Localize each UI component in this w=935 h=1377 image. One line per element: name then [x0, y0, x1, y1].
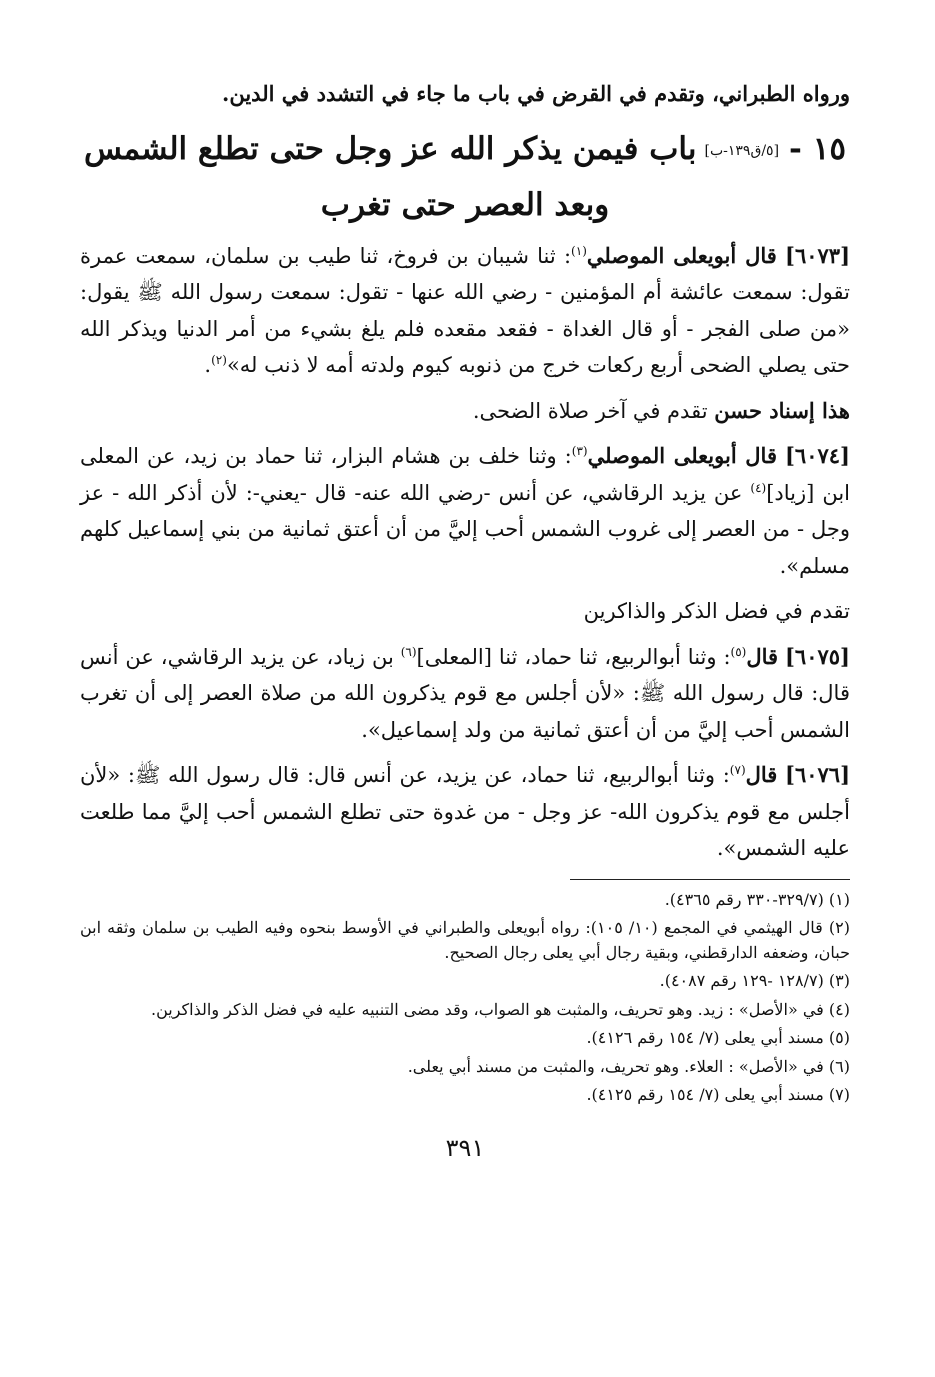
- footnote-7: (٧) مسند أبي يعلى (٧/ ١٥٤ رقم ٤١٢٥).: [586, 1085, 850, 1104]
- hadith-text-1: : وثنا خلف بن هشام البزار، ثنا حماد بن زيد، عن المعلى ابن [زياد]: [80, 444, 850, 505]
- intro-paragraph: [80, 76, 850, 113]
- hadith-text: : وثنا أبوالربيع، ثنا حماد، عن يزيد، عن أنس قال: قال رسول الله ﷺ: «لأن أجلس مع قوم يذكرون الله- عز وجل - من غدوة حتى تطلع الشمس أحب إليَّ مما طلعت عليه الشمس».: [80, 763, 850, 860]
- hadith-id: [٦٠٧٥]: [784, 643, 850, 669]
- page-body: [80, 76, 850, 1162]
- footnote-3: (٣) (١٢٨/٧ -١٢٩ رقم ٤٠٨٧).: [659, 971, 850, 990]
- footnote-2: (٢) قال الهيثمي في المجمع (١٠/ ١٠٥): رواه أبويعلى والطبراني في الأوسط بنحوه وفيه الطيب بن سلمان وثقه ابن حبان، وضعفه الدارقطني، وبقية رجال أبي يعلى رجال الصحيح.: [80, 918, 851, 962]
- footnote-6: (٦) في «الأصل» : العلاء. وهو تحريف، والمثبت من مسند أبي يعلى.: [407, 1056, 850, 1076]
- note-text: تقدم في فضل الذكر والذاكرين: [583, 599, 850, 623]
- narrator-lead: قال: [746, 643, 779, 669]
- hadith-6075: [80, 639, 850, 749]
- note-text: تقدم في آخر صلاة الضحى.: [472, 398, 715, 423]
- footnote-ref[interactable]: (٥): [730, 644, 747, 659]
- hadith-6076: [80, 757, 850, 867]
- chapter-number: ١٥ -: [789, 130, 847, 167]
- hadith-6074: [80, 438, 850, 584]
- note-6073: [80, 393, 850, 430]
- chapter-title-line1: باب فيمن يذكر الله عز وجل حتى تطلع الشمس: [83, 130, 697, 167]
- hadith-id: [٦٠٧٣]: [785, 242, 850, 268]
- narrator-lead: قال أبويعلى الموصلي: [587, 443, 777, 468]
- hadith-end: .: [204, 353, 212, 377]
- footnote-ref[interactable]: (٦): [400, 644, 417, 659]
- narrator-lead: قال أبويعلى الموصلي: [586, 242, 777, 268]
- hadith-id: [٦٠٧٦]: [785, 762, 850, 787]
- footnote-ref[interactable]: (٣): [571, 444, 588, 458]
- footnote-1: (١) (٣٢٩/٧-٣٣٠ رقم ٤٣٦٥).: [664, 889, 850, 909]
- footnote-divider: [570, 879, 850, 880]
- chapter-title-line2: وبعد العصر حتى تغرب: [320, 186, 610, 223]
- hadith-text-2: عن يزيد الرقاشي، عن أنس -رضي الله عنه- قال -يعني-: لأن أذكر الله - عز وجل - من العصر إلى غروب الشمس أحب إليَّ من أن أعتق ثمانية من بني إسماعيل كلهم مسلم».: [80, 480, 850, 578]
- footnote-5: (٥) مسند أبي يعلى (٧/ ١٥٤ رقم ٤١٢٦).: [586, 1028, 850, 1047]
- intro-text: ورواه الطبراني، وتقدم في القرض في باب ما جاء في التشدد في الدين.: [222, 81, 850, 106]
- footnote-ref[interactable]: (٧): [729, 763, 746, 777]
- note-lead: هذا إسناد حسن: [714, 397, 850, 423]
- narrator-lead: قال: [745, 762, 778, 787]
- manuscript-ref: [٥/ق١٣٩-ب]: [704, 142, 780, 159]
- hadith-text-1: : وثنا أبوالربيع، ثنا حماد، ثنا [المعلى]: [416, 644, 731, 669]
- note-6074: [80, 593, 850, 630]
- hadith-text: : ثنا شيبان بن فروخ، ثنا طيب بن سلمان، سمعت عمرة تقول: سمعت عائشة أم المؤمنين - رضي الله عنها - تقول: سمعت رسول الله ﷺ يقول: «من صلى الفجر - أو قال الغداة - فقعد مقعده فلم يلغ بشيء من أمر الدنيا ويذكر الله حتى يصلي الضحى أربع ركعات خرج من ذنوبه كيوم ولدته أمه لا ذنب له»: [80, 243, 850, 377]
- chapter-heading: [80, 122, 850, 232]
- footnote-ref[interactable]: (٤): [750, 480, 767, 495]
- footnote-4: (٤) في «الأصل» : زيد. وهو تحريف، والمثبت هو الصواب، وقد مضى التنبيه عليه في فضل الذكر والذاكرين.: [150, 999, 850, 1019]
- page-number: ٣٩١: [445, 1133, 485, 1162]
- footnotes: [80, 888, 850, 1108]
- footnote-ref[interactable]: (٢): [211, 353, 227, 367]
- hadith-text-2: بن زياد، عن يزيد الرقاشي، عن أنس قال: قال رسول الله ﷺ: «لأن أجلس مع قوم يذكرون الله من صلاة العصر إلى أن تغرب الشمس أحب إليَّ من أن أعتق ثمانية من ولد إسماعيل».: [80, 644, 850, 742]
- hadith-id: [٦٠٧٤]: [784, 443, 850, 468]
- hadith-6073: [80, 238, 850, 384]
- footnote-ref[interactable]: (١): [571, 243, 587, 258]
